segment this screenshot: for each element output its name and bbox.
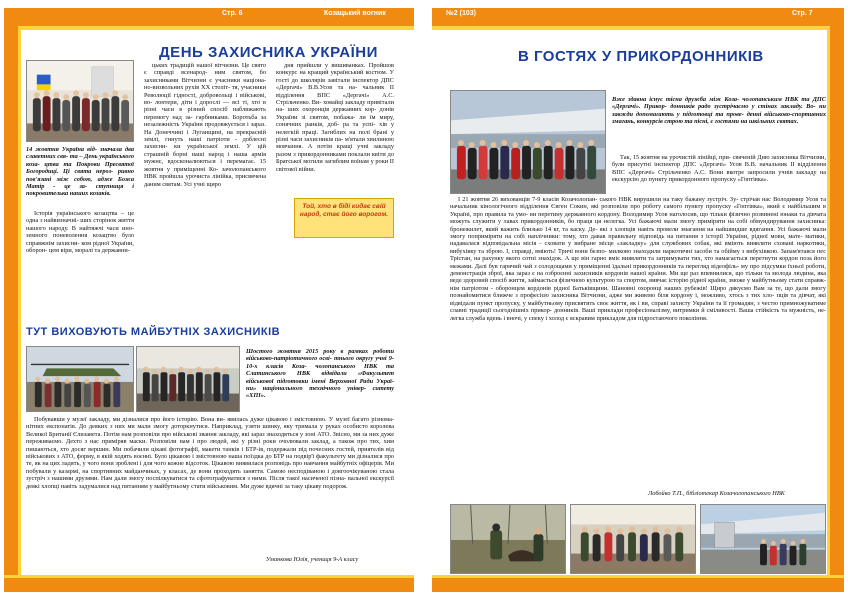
frame-top xyxy=(432,8,844,26)
frame-top-stripe xyxy=(432,26,844,30)
photo-dog-training xyxy=(450,504,566,574)
frame-side-stripe xyxy=(827,30,830,575)
page-right xyxy=(432,8,844,592)
article-title: В ГОСТЯХ У ПРИКОРДОННИКІВ xyxy=(518,48,764,65)
page-number: Стр. 6 xyxy=(222,10,243,17)
article-2-intro: Шостого жовтня 2015 року в рамках роботи військово-патріотичного осві- тнього округу учні 9-10-х класів Коза- чолопанського НВК та Слатинського НВК відвідали «Факультет військової підготовки імені Верховної Ради Украї- ни» національного технічного універ- ситету «ХПІ». xyxy=(246,348,394,400)
signature: Лобойко Т.П., бібліотекар Козачолопанського НВК xyxy=(648,490,785,497)
column-3-text: дня прийшли у вишиванках. Пройшов конкурс на кращий український костюм. У гості до школярів завітали інспектор ДПС «Дергачі» В.В.Усов та на- чальник ІІ відділення ВПС «Дергачі» А.С. Стрільченко. Ви- ховайці закладу привітали на- ших охоронців державних кор- донів України зі святом, побажа- ли їм миру, сонячних ранків, доб- ра та успі- хів у нелегкій праці. Загиблих на полі брані у різні часи захисників па- м'ятали хвилиною мовчання. А потім кращі учні закладу разом з прикордонниками поклали квіти до Братської могили загиблим воїнам у роки ІІ світової війни. xyxy=(276,62,394,173)
frame-bottom xyxy=(432,578,844,592)
article-2-text: Побувавши у музеї закладу, ми дізналися про його історію. Вона ви- явилась дуже цікавою і змістовною. У музеї багато різнома- нітних експонатів. До деяких з них ми мали змогу доторкнутися. Наприклад, узяти шинку, яку тримала у руках особисто королева Великої Британії Єлизавета. Потім нам розповіли про військові звання закладу, які зараз знаходяться у зоні АТО. Звісно, ми за них дуже переживаємо. Дехто з нас приміряв маски. Розповіли нам і про людей, які у різні роки очолювали заклад, а також про тих, хим пишаються, хто досяг вершин. Ми побачили цікаві фотографії, макети танків і БТР-ів, подержали під почесних гостей, приятелів від військових з АТО, форму, в якій ходять воєнні. Було цікавою і змістовною наша поїздка до БТР на подвір'ї факультету ми дізналися про те, як на цих ладять, у чого вони зроблені і для чого кожне відсоток. Цікавою виявилася розповідь про навчання майбутніх офіцерів. Ми побували у казармі, на спортивних майданчиках, у класах, де вони проходять заняття. Самою несподіваною і довгоочікуваною стала зустріч з нашими друзями. Нам дали змогу поспілкуватися та сфотографуватися з ними. Після такої насиченої пізна- вальної екскурсії деякі хлопці навіть задумалися над питанням у майбутньому стати військовим. Ми дуже вдячні за таку цікаву подорож. xyxy=(26,416,394,490)
column-1-text: Історія українського козацтва – це одна з найвизначні- ших сторінок життя нашого народу. В найтяжчі часи ино- земного поневолення козацтво було справжнім захисни- ком рідної України, оборон- цем віри, моралі та державни- xyxy=(26,210,134,255)
photo-group-checkpoint xyxy=(450,90,606,194)
frame-top-stripe xyxy=(4,26,414,30)
newspaper-name: Козацький вогник xyxy=(324,10,386,17)
intro-paragraph: 14 жовтня Україна від- значала два славетних свя- та – День українського коза- цтва та Покрови Пресвятої Богородиці. Ці свята нероз- ривно пов'язані між собою, адже Божа Матір - це за- ступниця і покровителька наших козаків. xyxy=(26,146,134,198)
side-paragraph: Так, 15 жовтня на урочистій лінійці, при- свяченій Дню захисника Вітчизни, були присутні інспектор ДПС «Дергачі» Усов В.В. начальник ІІ відділення ВПС «Дергачі» Стрільченко А.С. Вони вкотре запросили учнів закладу на екскурсію до пункту прикордонного пропуску «Гоптівка». xyxy=(612,154,826,184)
issue-number: №2 (103) xyxy=(446,10,476,17)
article-title: ДЕНЬ ЗАХИСНИКА УКРАЇНИ xyxy=(159,44,378,61)
frame-side xyxy=(4,8,18,592)
quote-box: Той, хто в біді кидає свій народ, стає його ворогом. xyxy=(294,198,394,238)
frame-bottom-stripe xyxy=(4,575,414,578)
photo-students-helicopter xyxy=(26,346,134,412)
page-left xyxy=(4,8,414,592)
photo-students-hall xyxy=(136,346,240,412)
column-2-text: цьких традицій нашої вітчизни. Це свято є справді всенарод- ним святом, бо захисниками Вітчизни є учасники націона- но-визвольних рухів XX століт- тя, учасники Революції гідності, добровольці і військові, во- лонтери, діти і дорослі — всі ті, хто в різні часи в різний спосіб наближають перемогу над за- гарбниками. Боротьба за незалежність України продовжується і зараз. На Донеччині і Луганщині, на прекрасній землі, гинуть наші патріоти - доблесні захисни- ки української землі. У цій страшній борні наші народ і наша армія мужнє, вдосконалюються і перемагає. 15 жовтня у приміщенні Ко- зачолопанського НВК пройшла урочиста лінійка, присвячена даним святам. Усі учні щиро xyxy=(144,62,266,188)
frame-bottom-stripe xyxy=(432,575,844,578)
article-2-title: ТУТ ВИХОВУЮТЬ МАЙБУТНІХ ЗАХИСНИКІВ xyxy=(26,326,281,338)
photo-group-indoor xyxy=(570,504,696,574)
signature: Уманкова Юлія, учениця 9-А класу xyxy=(266,556,359,563)
intro-paragraph: Вже здавна існує тісна дружба між Коза- чолопанським НВК та ДПС «Дергачі». Прикор- донників радо зустрічаємо у стінах закладу. Во- ни завжди допомагають у підготовці та прове- денні військово-спортивних змагань, конкурсів строю та пісні, є гостями на шкільних святах. xyxy=(612,96,826,126)
frame-side-stripe xyxy=(18,30,21,575)
photo-students-flag xyxy=(26,60,134,142)
frame-side xyxy=(830,8,844,592)
page-number: Стр. 7 xyxy=(792,10,813,17)
main-text: І 21 жовтня 26 вихованців 7-9 класів Козачолопан- ського НВК вирушили на таку бажану зустріч. Зу- стрічав нас Володимир Усов та начальник кінологічного відділення Євген Сокин, які розповіли про роботу самого пункту пропуску «Гоптівка», який є найбільшим в Україні, про правила та умо- ви перетину державного кордону. Володимир Усов наголосив, що тільки фізично розвинені юнаки та дівчата можуть служити у лавах прикордонників, бо праця ця нелегка. Усі бажаючі мали змогу приміряти на собі обмундирування захисника: бронежилет, який важить близько 14 кг, та каску. Де- які з хлопців навіть провели змагання на найшвидше вдягання. Усі бажаючі мали змогу поприміряти на собі наплічники: тому, хто давав правильну відповідь на питання з історії України, рідної мови, мате- матики, надавалася відповідальна місія - сховати у вибране місце «закладку» для службових собак, які вміють виявляти сховані наркотики, вибухівку та зброю. І, справді, вміють! Тричі вони безпо- милково знаходили наркотичні засоби та обійму з вибухівкою. Запам'ятався пес Трістан, на рахунку якого сотні знахідок. А ще він гарно вміє виявляти та затримувати тих, хто намагається перетнути кордон поза його межами. Далі був гарячий чай з солодощами у приміщенні їдальні прикордонників та перегляд відеофіль- му про підсумки їхньої роботи, демонстрація зброї, яка зараз є на озброєнні захисників кордонів нашої країни. Ми ще раз впевнилися, що тільки та молода людина, яка веде здоровий спосіб життя, займається фізичною культурою та спортом, вивчає історію рідної країни, зможе у майбутньому стати справж- нім патріотом - оборонцем кордонів рідної Батьківщини. Шановні охоронці наших рубежів! Щиро дякуємо Вам за те, що дали змогу познайомитися ближче з професією захисника Вітчизни, адже ми живемо біля кордону і, можливо, хтось з тих хло- пців та дівчат, які відвідали пункт пропуску, у майбутньому присвятить своє життя, як і ви, справі захисту України та її громадян, з честю примножуватиме славні традиції сьогоднішніх прикор- донників. Ваші приклади професіоналізму, витримки й сміливості. Ваша стійкість та мужність, не- легка служба вдень і вночі, у спеку і холод є яскравим прикладом для підростаючого покоління. xyxy=(450,196,826,322)
frame-bottom xyxy=(4,578,414,592)
photo-checkpoint-building xyxy=(700,504,826,574)
